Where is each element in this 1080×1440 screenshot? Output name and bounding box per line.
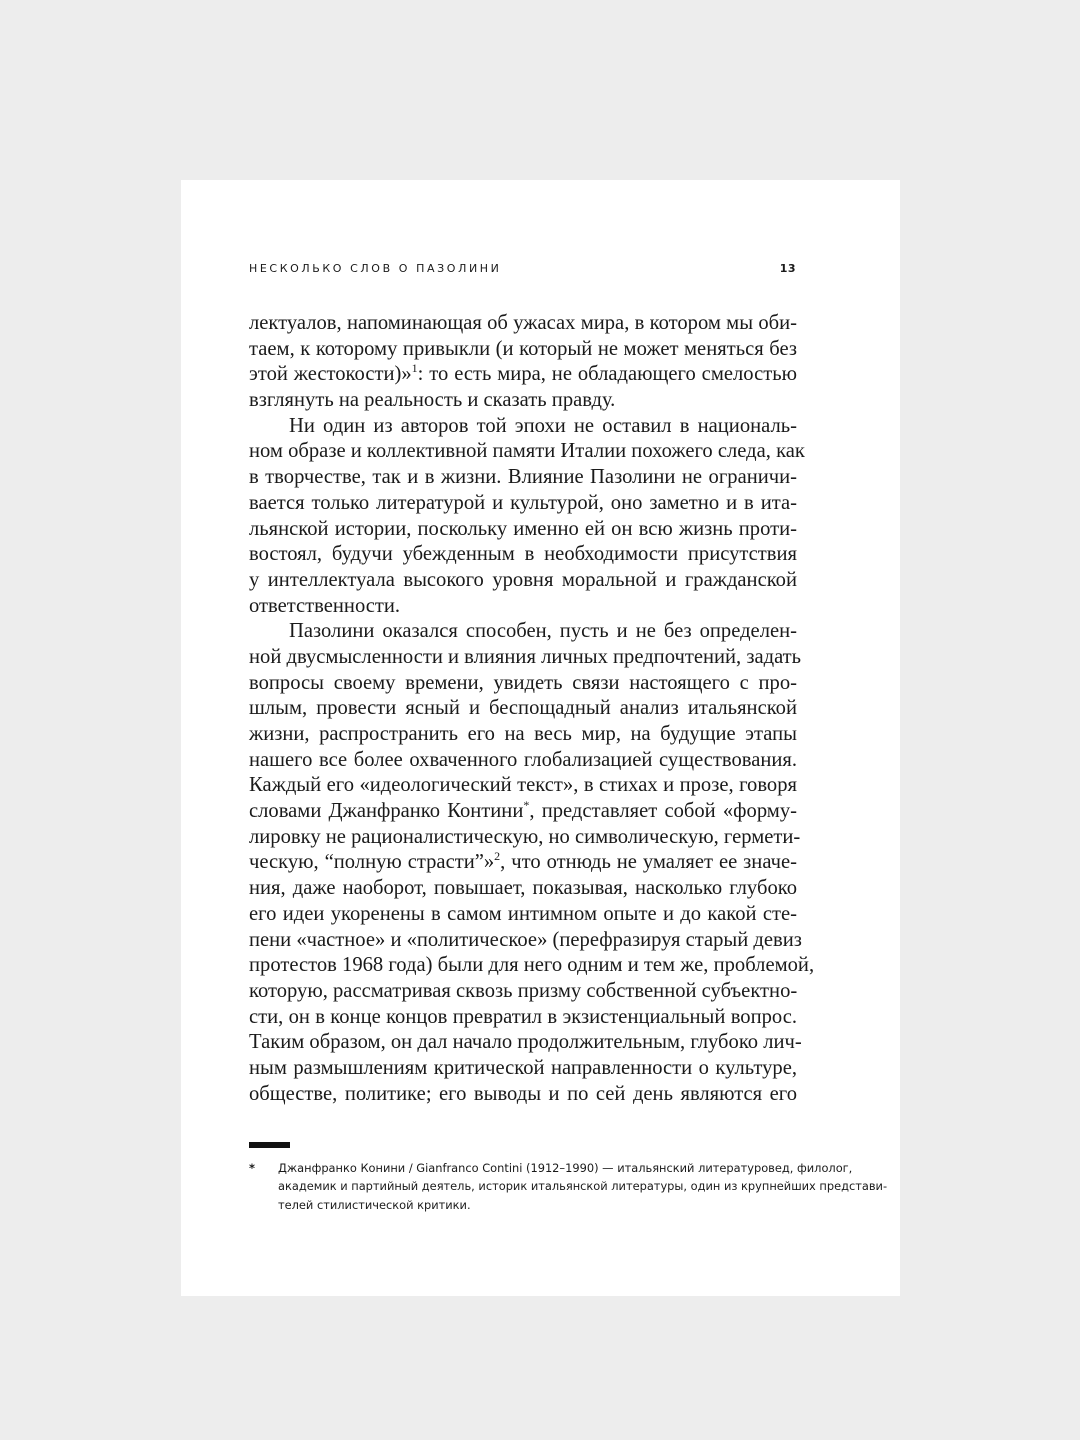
text-fragment: этой жестокости)» [249,363,412,386]
text-line: Ни один из авторов той эпохи не оставил в националь- [289,414,797,437]
running-title: НЕСКОЛЬКО СЛОВ О ПАЗОЛИНИ [249,262,502,275]
text-fragment: , что отнюдь не умаляет ее значе- [500,851,797,874]
text-line: шлым, провести ясный и беспощадный анализ итальянской [249,697,797,720]
text-line: ной двусмысленности и влияния личных предпочтений, задать [249,645,802,668]
text-line: жизни, распространить его на весь мир, на будущие этапы [249,723,797,745]
footnote-line: академик и партийный деятель, историк итальянской литературы, один из крупнейших представи- [278,1179,888,1194]
footnote-line: телей стилистической критики. [278,1197,471,1212]
text-line: ным размышлениям критической направленности о культуре, [249,1056,797,1079]
text-line: сти, он в конце концов превратил в экзистенциальный вопрос. [249,1005,797,1028]
text-line: льянской истории, поскольку именно ей он всю жизнь проти- [249,517,797,540]
footnote-mark: * [249,1161,255,1175]
text-line: Таким образом, он дал начало продолжительным, глубоко лич- [249,1031,802,1054]
text-line: ответственности. [249,594,401,617]
text-line: ном образе и коллективной памяти Италии похожего следа, как [249,440,805,463]
text-line: вается только литературой и культурой, оно заметно и в ита- [249,491,797,514]
text-line: Каждый его «идеологический текст», в стихах и прозе, говоря [249,774,797,797]
text-line: нашего все более охваченного глобализацией существования. [249,748,797,771]
endnote-ref-1: 1 [411,361,418,376]
paragraph [249,619,815,1107]
text-line: обществе, политике; его выводы и по сей день являются его [249,1082,797,1105]
text-fragment: : то есть мира, не обладающего смелостью [417,363,797,386]
running-head [249,262,796,278]
text-line [249,850,797,876]
endnote-ref-2: 2 [494,849,501,864]
paragraph [249,311,797,414]
text-line: таем, к которому привыкли (и который не может меняться без [249,337,797,360]
paragraph [249,414,805,620]
text-fragment: словами Джанфранко Контини [249,800,524,823]
text-line: пени «частное» и «политическое» (перефразируя старый девиз [249,928,802,951]
text-line: у интеллектуала высокого уровня моральной и гражданской [249,568,797,591]
footnote-body [249,1159,888,1214]
text-line: протестов 1968 года) были для него одним и тем же, проблемой, [249,954,815,977]
page-number: 13 [779,262,796,275]
text-line [249,362,797,388]
text-line: востоял, будучи убежденным в необходимости присутствия [249,543,797,566]
main-text [249,311,815,1107]
footnote [249,1159,888,1214]
text-line: ния, даже наоборот, повышает, показывая, насколько глубоко [249,877,797,900]
book-page [181,180,900,1296]
text-line: лировку не рационалистическую, но символическую, гермети- [249,825,801,848]
text-line: лектуалов, напоминающая об ужасах мира, в котором мы оби- [249,312,797,334]
footnote-ref-asterisk: * [523,798,530,813]
text-line: вопросы своему времени, увидеть связи настоящего с про- [249,671,797,694]
text-line: взглянуть на реальность и сказать правду. [249,389,616,412]
text-line: Пазолини оказался способен, пусть и не без определен- [289,620,797,643]
footnote-line: Джанфранко Конини / Gianfranco Contini (1912–1990) — итальянский литературовед, филолог, [278,1161,853,1175]
text-line: в творчестве, так и в жизни. Влияние Пазолини не ограничи- [249,466,797,489]
text-line: его идеи укоренены в самом интимном опыте и до какой сте- [249,902,797,925]
text-line [249,799,797,825]
text-fragment: ческую, “полную страсти”» [249,851,495,874]
text-line: которую, рассматривая сквозь призму собственной субъектно- [249,979,798,1002]
text-fragment: , представляет собой «форму- [529,800,797,823]
footnote-separator [249,1142,290,1148]
